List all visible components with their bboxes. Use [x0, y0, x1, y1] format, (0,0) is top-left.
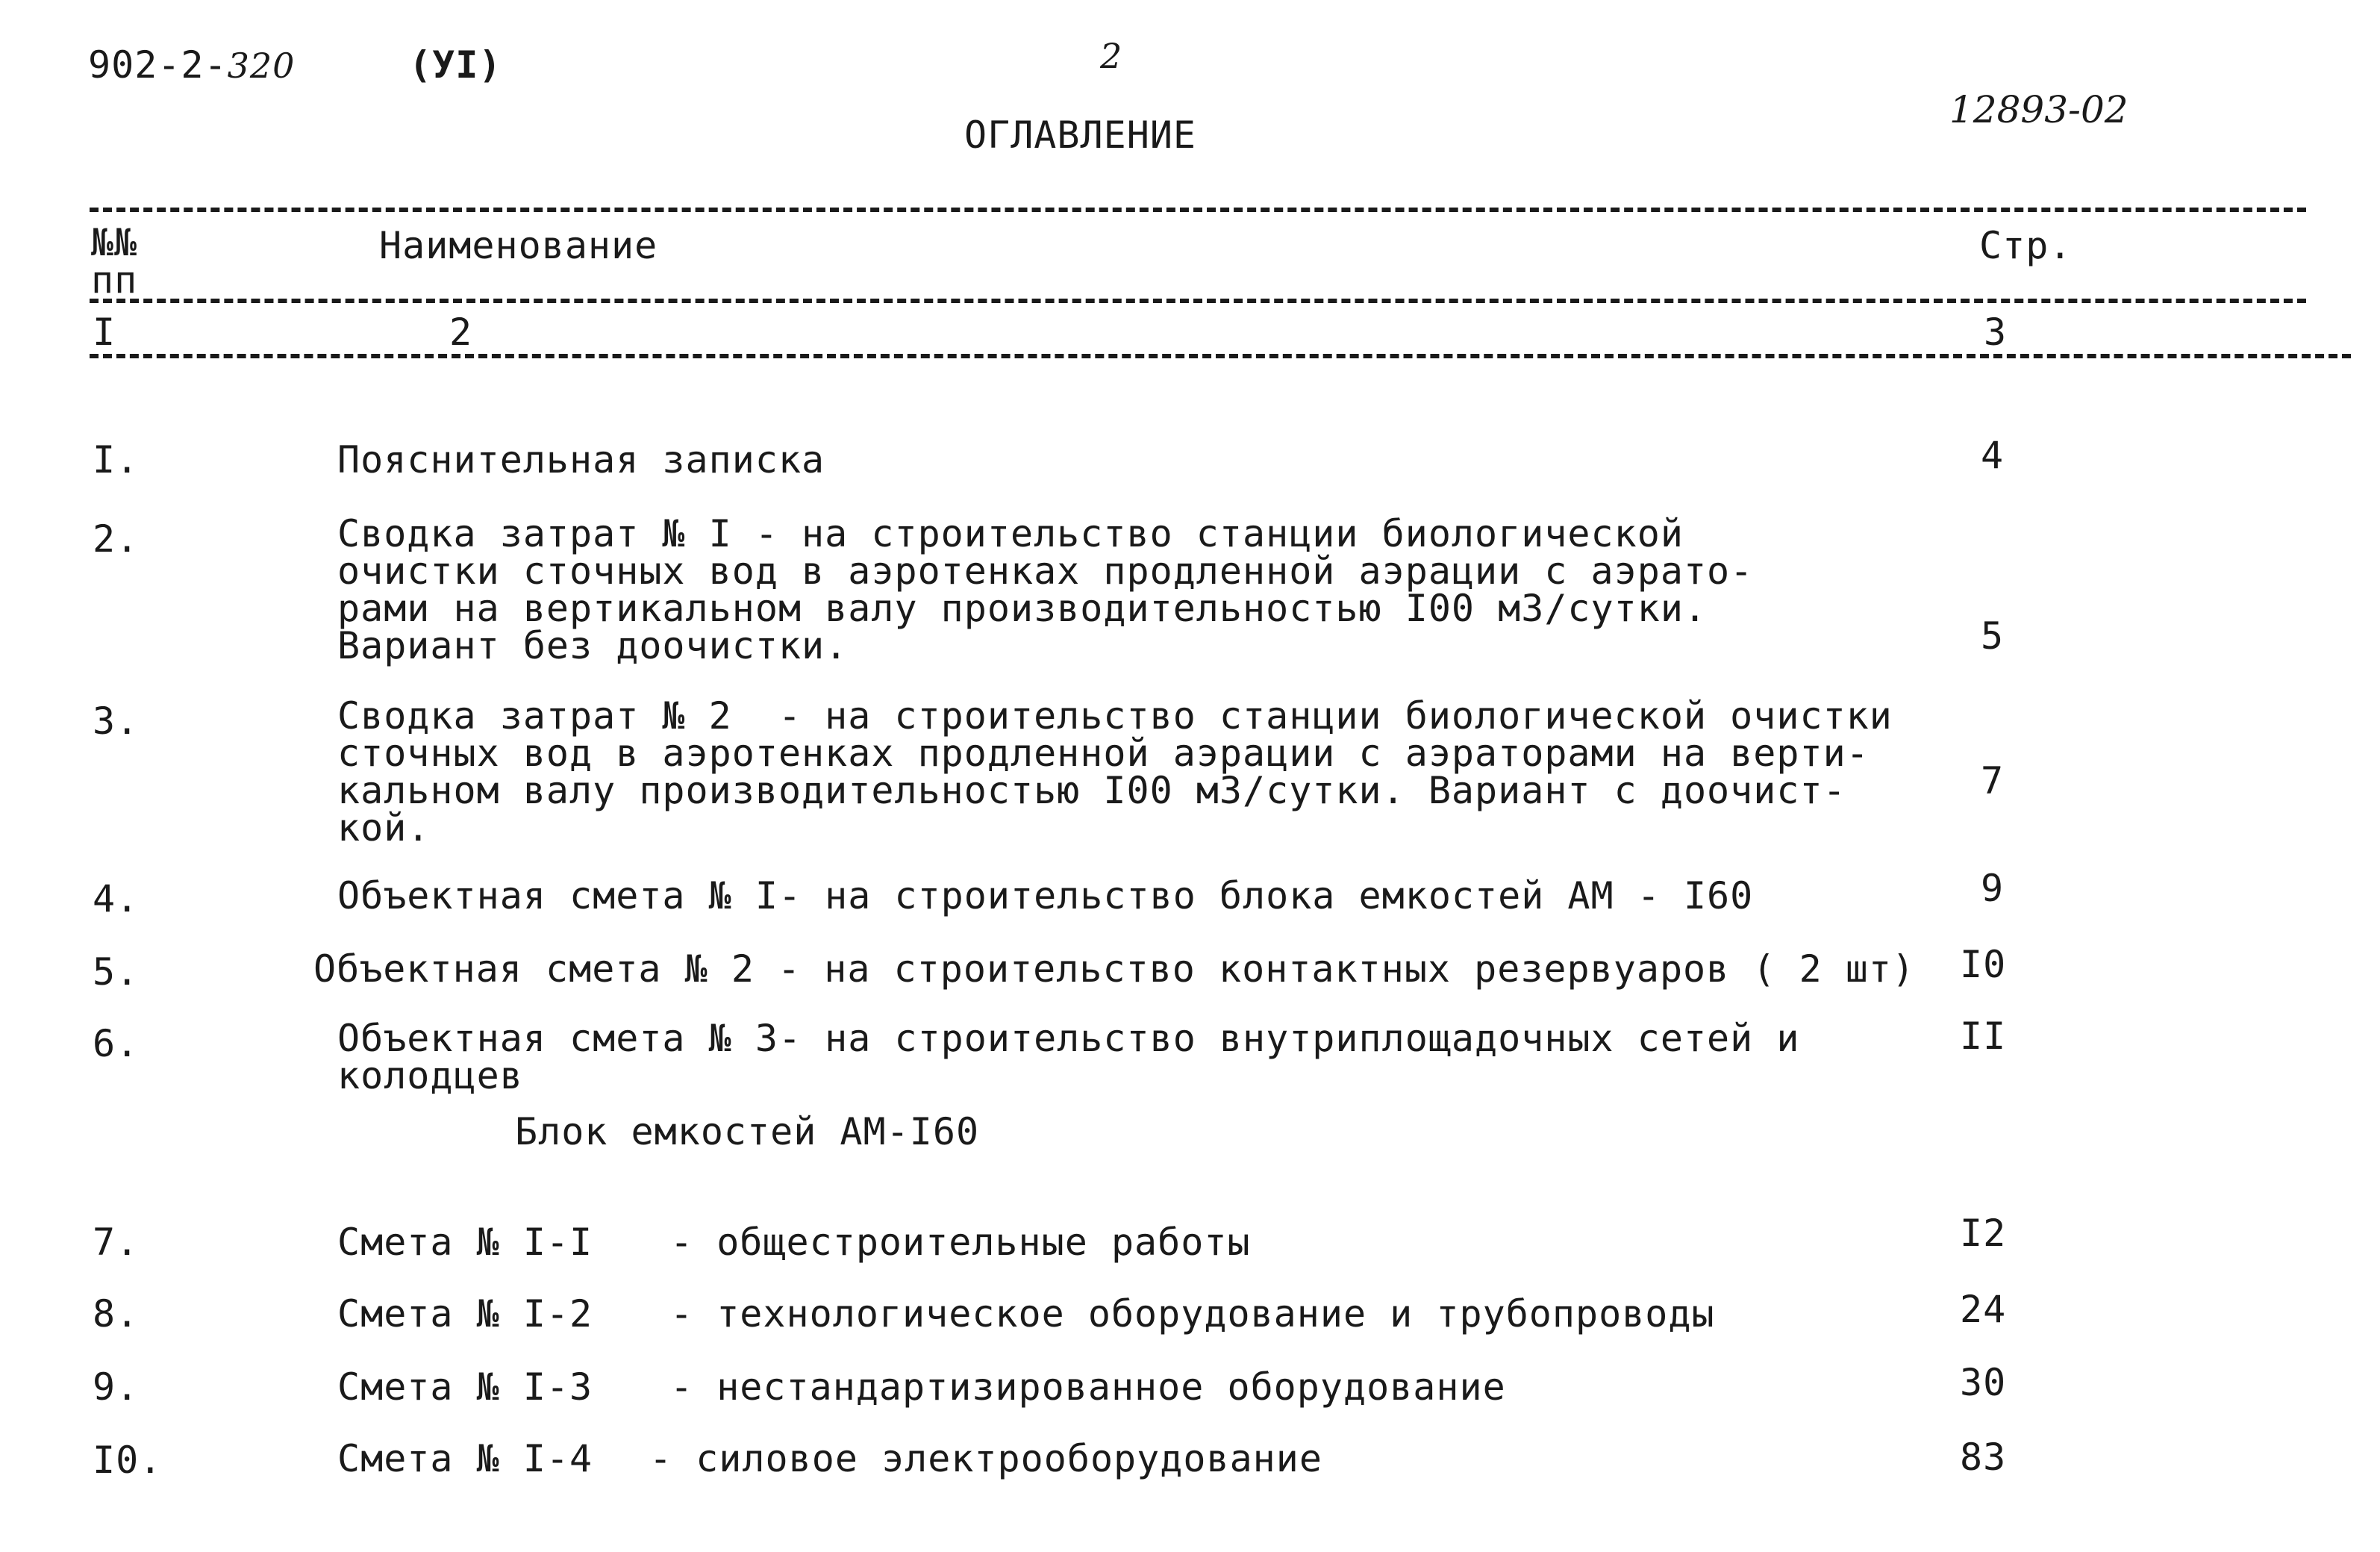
item-number: I0.: [93, 1439, 163, 1482]
estimate-name: Смета № I-2: [337, 1292, 593, 1336]
item-page: 83: [1960, 1436, 2007, 1479]
page-number: 2: [1100, 36, 1122, 76]
item-number: 5.: [93, 950, 140, 994]
item-title: Сводка затрат № I - на строительство станции биологической очистки сточных вод в аэротенках продленной аэрации с аэрато- рами на вертикальном валу производительностью I00 м3/сутки. Вариант без доочистки.: [337, 512, 1754, 667]
estimate-name: Смета № I-3: [337, 1365, 593, 1409]
item-number: 9.: [93, 1365, 140, 1409]
item-title: Объектная смета № 2 - на строительство контактных резервуаров ( 2 шт): [313, 947, 1916, 991]
estimate-name: Смета № I-I: [337, 1221, 593, 1264]
item-page: 5: [1981, 614, 2005, 658]
column-number-header: [91, 221, 138, 302]
header-rule-top: [90, 208, 2306, 212]
estimate-description: - силовое электрооборудование: [649, 1437, 1322, 1480]
estimate-name: Смета № I-4: [337, 1437, 593, 1480]
volume-mark: (УI): [409, 43, 502, 87]
item-page: 4: [1981, 434, 2005, 477]
sheet-mark: 12893-02: [1949, 88, 2128, 131]
item-number: 2.: [93, 517, 140, 561]
header-rule-bottom: [90, 354, 2351, 358]
item-page: I0: [1960, 943, 2007, 986]
item-number: 6.: [93, 1022, 140, 1065]
page-title: ОГЛАВЛЕНИЕ: [964, 113, 1197, 157]
column-page-header: Стр.: [1979, 224, 2073, 267]
item-page: 7: [1981, 759, 2005, 803]
item-page: II: [1960, 1015, 2007, 1058]
column-name-index: 2: [449, 311, 473, 354]
item-number: 4.: [93, 877, 140, 920]
item-page: 9: [1981, 867, 2005, 910]
column-page-index: 3: [1984, 311, 2008, 354]
item-page: 30: [1960, 1361, 2007, 1404]
item-title: Сводка затрат № 2 - на строительство станции биологической очистки сточных вод в аэротенках продленной аэрации с аэраторами на верти- кальном валу производительностью I00 м3/сутки. Вариант с доочист- кой.: [337, 694, 1893, 850]
column-name-header: Наименование: [379, 224, 658, 267]
estimate-description: - общестроительные работы: [670, 1221, 1251, 1264]
document-code: [88, 43, 295, 87]
item-title: Объектная смета № 3- на строительство внутриплощадочных сетей и колодцев: [337, 1017, 1800, 1097]
item-page: I2: [1960, 1212, 2007, 1255]
document-code-handwritten: 320: [227, 46, 296, 86]
item-number: 7.: [93, 1221, 140, 1264]
item-title: Объектная смета № I- на строительство блока емкостей АМ - I60: [337, 874, 1754, 917]
item-page: 24: [1960, 1288, 2007, 1331]
item-number: 8.: [93, 1292, 140, 1336]
item-number: I.: [93, 438, 140, 482]
item-title: Пояснительная записка: [337, 438, 825, 482]
document-code-typed: 902-2-: [88, 43, 228, 87]
column-number-header-line2: пп: [91, 258, 138, 302]
item-number: 3.: [93, 699, 140, 743]
section-heading: Блок емкостей АМ-I60: [515, 1110, 980, 1153]
estimate-description: - нестандартизированное оборудование: [670, 1365, 1506, 1409]
column-number-header-line1: №№: [91, 221, 138, 264]
column-number-index: I: [93, 311, 116, 354]
estimate-description: - технологическое оборудование и трубопроводы: [670, 1292, 1715, 1336]
header-rule-middle: [90, 299, 2306, 303]
